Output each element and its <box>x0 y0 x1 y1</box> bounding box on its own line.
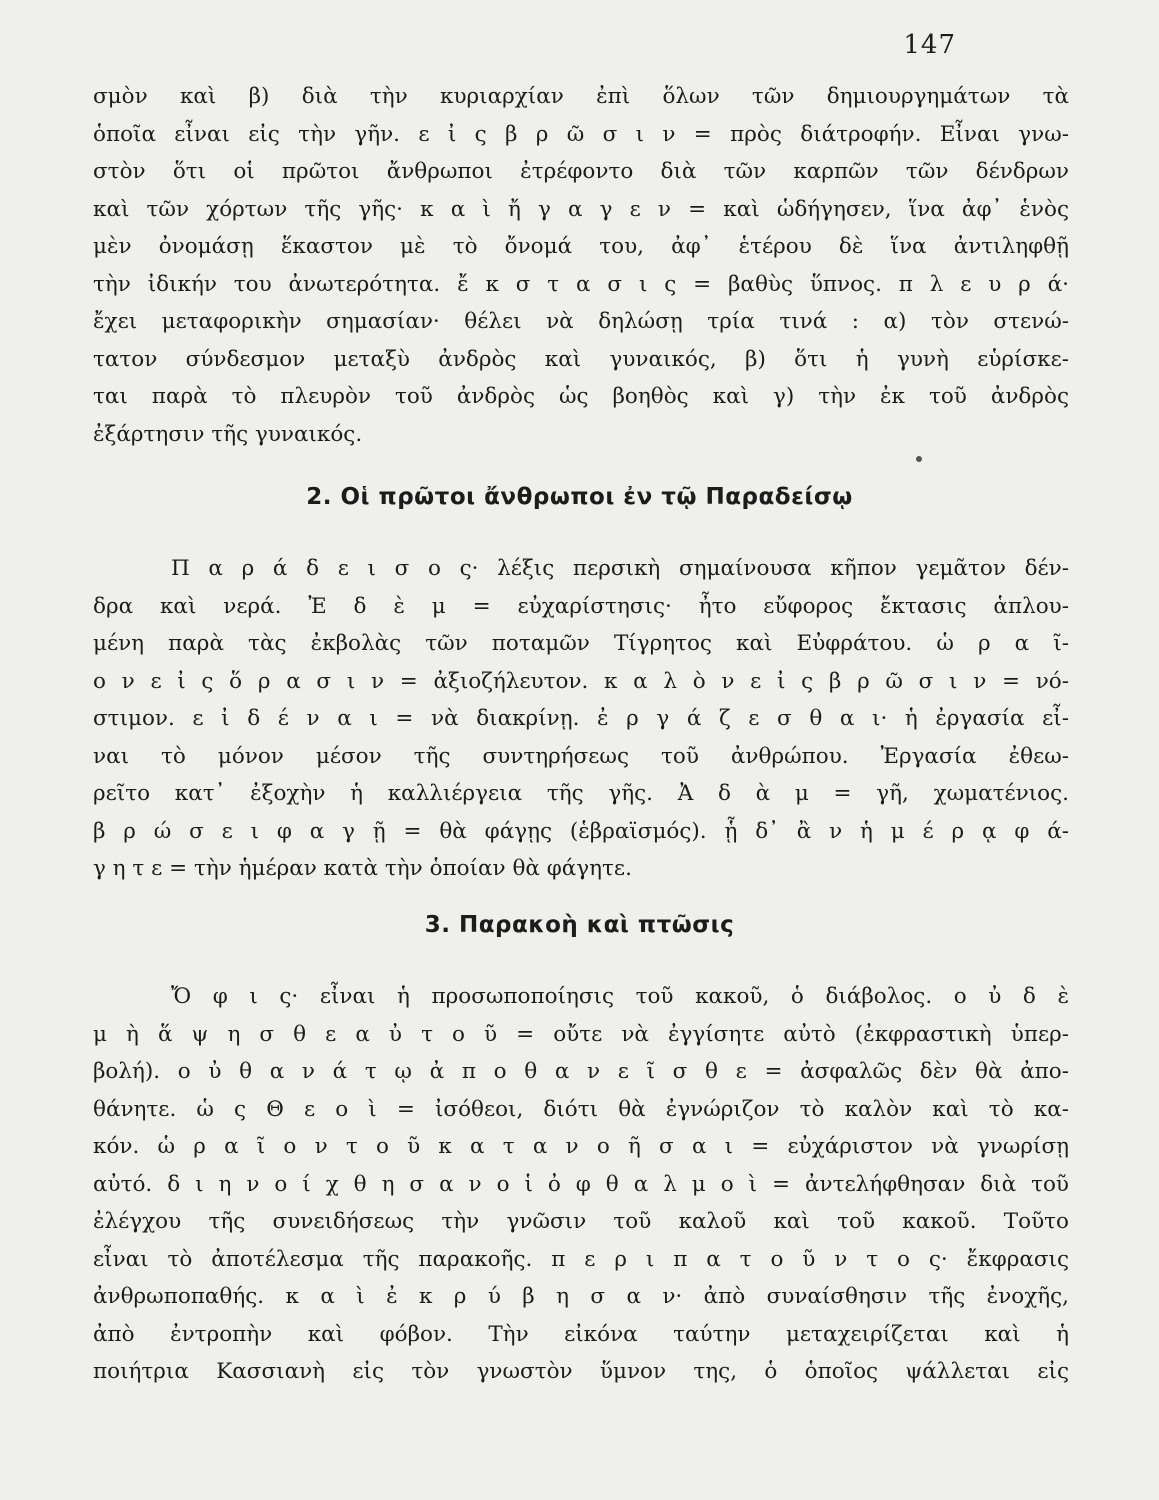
ink-speck <box>916 456 922 462</box>
text-line: ἐλέγχου τῆς συνειδήσεως τὴν γνῶσιν τοῦ καλοῦ καὶ τοῦ κακοῦ. Τοῦτο <box>93 1209 1069 1234</box>
text-line: μὲν ὀνομάσῃ ἕκαστον μὲ τὸ ὄνομά του, ἀφ᾽ ἑτέρου δὲ ἵνα ἀντιληφθῇ <box>93 234 1069 259</box>
text-line: στιμον. ε ἰ δ έ ν α ι = νὰ διακρίνῃ. ἐ ρ γ ά ζ ε σ θ α ι· ἡ ἐργασία εἶ- <box>93 706 1069 731</box>
text-line: σμὸν καὶ β) διὰ τὴν κυριαρχίαν ἐπὶ ὅλων τῶν δημιουργημάτων τὰ <box>93 84 1069 109</box>
text-line: ναι τὸ μόνον μέσον τῆς συντηρήσεως τοῦ ἀνθρώπου. Ἐργασία ἐθεω- <box>93 743 1069 769</box>
text-line: γ η τ ε = τὴν ἡμέραν κατὰ τὴν ὁποίαν θὰ φάγητε. <box>93 856 632 881</box>
text-line: στὸν ὅτι οἱ πρῶτοι ἄνθρωποι ἐτρέφοντο διὰ τῶν καρπῶν τῶν δένδρων <box>93 159 1069 184</box>
section-heading-3: 3. Παρακοὴ καὶ πτῶσις <box>424 912 735 938</box>
text-line: ο ν ε ἰ ς ὅ ρ α σ ι ν = ἀξιοζήλευτον. κ α λ ὸ ν ε ἰ ς β ρ ῶ σ ι ν = νό- <box>93 668 1069 694</box>
text-line: Ὄ φ ι ς· εἶναι ἡ προσωποποίησις τοῦ κακοῦ, ὁ διάβολος. ο ὐ δ ὲ <box>171 984 1069 1009</box>
text-line: εἶναι τὸ ἀποτέλεσμα τῆς παρακοῆς. π ε ρ ι π α τ ο ῦ ν τ ο ς· ἔκφρασις <box>93 1246 1069 1272</box>
text-line: ὁποῖα εἶναι εἰς τὴν γῆν. ε ἰ ς β ρ ῶ σ ι ν = πρὸς διάτροφήν. Εἶναι γνω- <box>93 121 1069 147</box>
text-line: μένη παρὰ τὰς ἐκβολὰς τῶν ποταμῶν Τίγρητος καὶ Εὐφράτου. ὡ ρ α ῖ- <box>93 631 1069 656</box>
text-line: Π α ρ ά δ ε ι σ ο ς· λέξις περσικὴ σημαίνουσα κῆπον γεμᾶτον δέν- <box>171 556 1069 581</box>
text-line: τὴν ἰδικήν του ἀνωτερότητα. ἔ κ σ τ α σ ι ς = βαθὺς ὕπνος. π λ ε υ ρ ά· <box>93 271 1069 297</box>
text-block-3 <box>93 978 1069 1391</box>
text-line: βολή). ο ὐ θ α ν ά τ ῳ ἀ π ο θ α ν ε ῖ σ θ ε = ἀσφαλῶς δὲν θὰ ἀπο- <box>93 1059 1069 1084</box>
text-block-1 <box>93 78 1069 453</box>
text-line: ἔχει μεταφορικὴν σημασίαν· θέλει νὰ δηλώσῃ τρία τινά : α) τὸν στενώ- <box>93 309 1069 334</box>
section-heading-2: 2. Οἱ πρῶτοι ἄνθρωποι ἐν τῷ Παραδείσῳ <box>306 484 853 510</box>
text-line: ἐξάρτησιν τῆς γυναικός. <box>93 421 363 447</box>
text-line: ρεῖτο κατ᾽ ἐξοχὴν ἡ καλλιέργεια τῆς γῆς. Ἀ δ ὰ μ = γῆ, χωματένιος. <box>93 781 1069 806</box>
text-line: ποιήτρια Κασσιανὴ εἰς τὸν γνωστὸν ὕμνον της, ὁ ὁποῖος ψάλλεται εἰς <box>93 1359 1069 1384</box>
text-line: ἀνθρωποπαθής. κ α ὶ ἐ κ ρ ύ β η σ α ν· ἀπὸ συναίσθησιν τῆς ἐνοχῆς, <box>93 1284 1069 1309</box>
text-line: κόν. ὡ ρ α ῖ ο ν τ ο ῦ κ α τ α ν ο ῆ σ α ι = εὐχάριστον νὰ γνωρίσῃ <box>93 1134 1069 1159</box>
text-line: καὶ τῶν χόρτων τῆς γῆς· κ α ὶ ἤ γ α γ ε ν = καὶ ὡδήγησεν, ἵνα ἀφ᾽ ἑνὸς <box>93 196 1069 222</box>
text-line: αὐτό. δ ι η ν ο ί χ θ η σ α ν ο ἱ ὀ φ θ α λ μ ο ὶ = ἀντελήφθησαν διὰ τοῦ <box>93 1171 1069 1197</box>
text-line: ἀπὸ ἐντροπὴν καὶ φόβον. Τὴν εἰκόνα ταύτην μεταχειρίζεται καὶ ἡ <box>93 1321 1069 1347</box>
text-line: δρα καὶ νερά. Ἐ δ ὲ μ = εὐχαρίστησις· ἦτο εὔφορος ἔκτασις ἁπλου- <box>93 593 1069 619</box>
text-line: β ρ ώ σ ε ι φ α γ ῇ = θὰ φάγῃς (ἑβραϊσμός). ᾗ δ᾽ ἂ ν ἡ μ έ ρ ᾳ φ ά- <box>93 818 1069 844</box>
text-line: ται παρὰ τὸ πλευρὸν τοῦ ἀνδρὸς ὡς βοηθὸς καὶ γ) τὴν ἐκ τοῦ ἀνδρὸς <box>93 384 1069 409</box>
text-line: μ ὴ ἅ ψ η σ θ ε α ὐ τ ο ῦ = οὔτε νὰ ἐγγίσητε αὐτὸ (ἐκφραστικὴ ὑπερ- <box>93 1021 1069 1047</box>
text-line: τατον σύνδεσμον μεταξὺ ἀνδρὸς καὶ γυναικός, β) ὅτι ἡ γυνὴ εὑρίσκε- <box>93 346 1069 372</box>
page-number: 147 <box>903 30 956 60</box>
text-block-2 <box>93 550 1069 888</box>
text-line: θάνητε. ὡ ς Θ ε ο ὶ = ἰσόθεοι, διότι θὰ ἐγνώριζον τὸ καλὸν καὶ τὸ κα- <box>93 1096 1069 1122</box>
